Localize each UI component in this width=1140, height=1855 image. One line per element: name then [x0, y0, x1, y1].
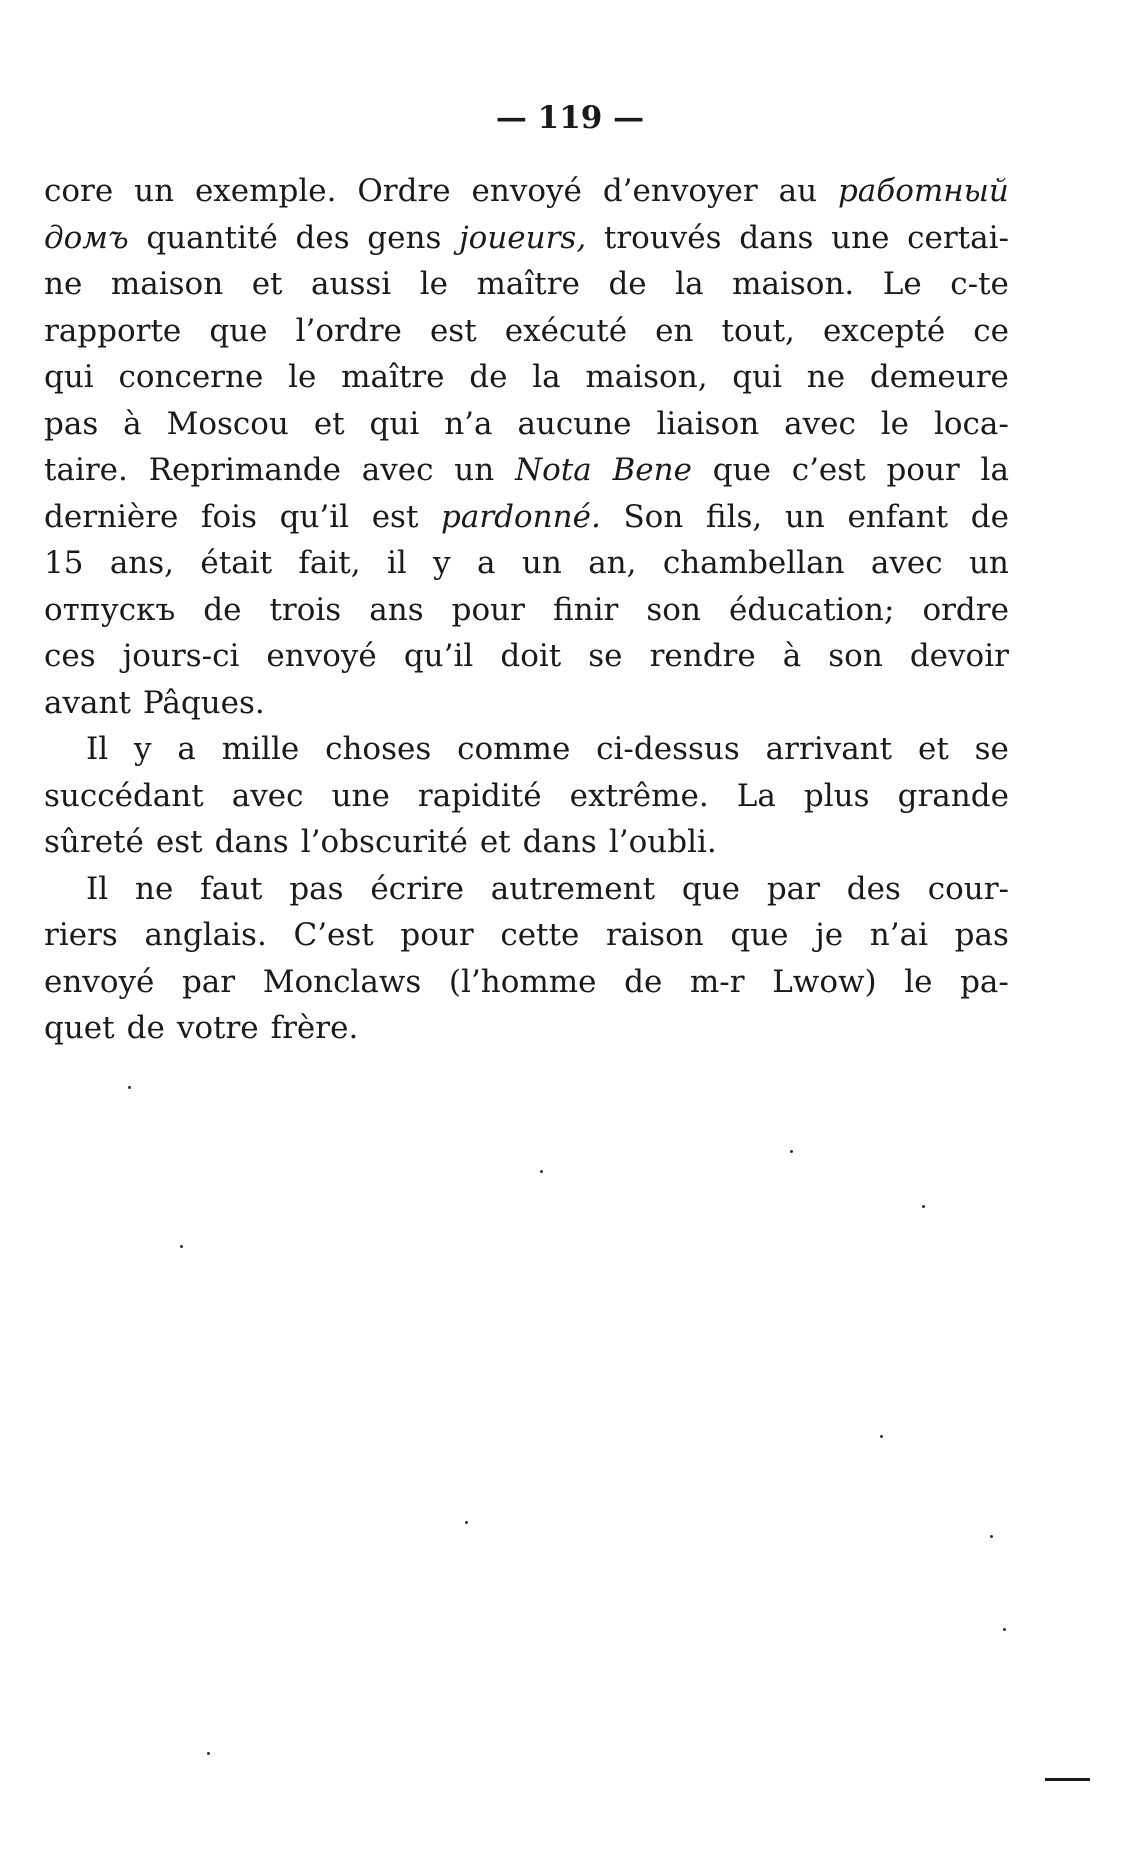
word: rendre [649, 638, 756, 674]
word: dernière [44, 498, 179, 535]
word: et [917, 731, 949, 767]
word: mille [221, 731, 300, 767]
word: éducation; [728, 591, 895, 628]
word: отпускъ [44, 591, 176, 628]
word: demeure [869, 359, 1009, 395]
word: trouvés [603, 219, 722, 256]
word: qui [732, 359, 783, 395]
word: ordre [922, 591, 1009, 628]
word: aucune [517, 405, 632, 442]
word: Lwow) [772, 963, 877, 1000]
word: c-te [950, 266, 1009, 302]
word: était [200, 545, 273, 581]
word: que [730, 917, 789, 953]
page-number: — 119 — [495, 100, 645, 136]
word: des [846, 870, 901, 907]
word: que [209, 312, 268, 349]
word: a [477, 545, 496, 581]
word: chambellan [662, 545, 845, 581]
word: Nota [515, 452, 592, 488]
word: gens [367, 219, 442, 256]
word: par [181, 963, 236, 1000]
word: pa- [960, 963, 1009, 1000]
word: qu’il [279, 498, 350, 535]
word: que [681, 870, 740, 907]
print-speck [540, 1170, 543, 1173]
word: une [331, 777, 390, 814]
word: y [134, 731, 152, 767]
word: succédant [44, 777, 204, 814]
word: Monclaws [262, 963, 422, 1000]
word: 15 [44, 545, 84, 581]
text-line [44, 959, 1009, 1006]
word: avant [44, 684, 131, 721]
word: de [608, 266, 647, 302]
word: est [429, 312, 477, 349]
word: pour [886, 452, 960, 488]
word: maison [110, 266, 224, 302]
text-line [44, 819, 1009, 866]
word: se [588, 638, 623, 674]
word: y [433, 545, 451, 581]
word: un [454, 452, 495, 488]
word: la [980, 452, 1009, 488]
print-speck [922, 1205, 925, 1208]
word: loca- [933, 405, 1009, 442]
word: de [203, 591, 242, 628]
text-line [44, 261, 1009, 308]
word: autrement [490, 870, 656, 907]
word: jours-ci [122, 638, 240, 674]
print-speck [180, 1245, 183, 1248]
word: l’ordre [295, 312, 402, 349]
word: trois [269, 591, 342, 628]
word: ans, [109, 545, 175, 581]
word: maître [341, 359, 445, 395]
word: un [521, 545, 562, 581]
word: pas [44, 405, 99, 442]
body-text [44, 168, 1009, 1052]
word: pas [954, 917, 1009, 953]
word: de [970, 498, 1009, 535]
word: un [784, 498, 825, 535]
word: qu’il [403, 638, 474, 674]
print-speck [207, 1752, 210, 1755]
word: fait, [298, 545, 361, 581]
text-line [44, 354, 1009, 401]
word: envoyé [44, 963, 155, 1000]
word: cette [500, 917, 580, 953]
word: frère. [270, 1010, 359, 1046]
word: l’oubli. [608, 824, 717, 860]
word: à [782, 638, 802, 674]
word: домъ [44, 219, 129, 256]
word: plus [803, 777, 870, 814]
word: et [251, 266, 283, 302]
word: n’a [444, 405, 493, 442]
word: grande [897, 777, 1009, 814]
word: un [134, 173, 175, 209]
word: et [479, 824, 511, 860]
text-line [44, 308, 1009, 355]
word: ce [973, 312, 1009, 349]
word: ne [134, 870, 174, 907]
word: dans [522, 824, 597, 860]
word: est [371, 498, 419, 535]
text-line [44, 866, 1009, 913]
word: exemple. [194, 173, 337, 209]
word: je [815, 917, 844, 953]
word: une [831, 219, 890, 256]
word: Bene [612, 452, 692, 488]
word: C’est [293, 917, 374, 953]
print-speck [1003, 1628, 1006, 1631]
word: d’envoyer [602, 173, 758, 209]
word: est [155, 824, 203, 860]
word: la [532, 359, 561, 395]
print-speck [790, 1150, 793, 1153]
word: pardonné. [441, 498, 601, 535]
text-line [44, 540, 1009, 587]
word: quet [44, 1010, 115, 1046]
word: ans [369, 591, 424, 628]
word: qui [44, 359, 94, 395]
text-line [44, 215, 1009, 262]
word: raison [605, 917, 704, 953]
word: extrême. [569, 777, 709, 814]
word: rapporte [44, 312, 182, 349]
word: aussi [311, 266, 392, 302]
word: rapidité [417, 777, 542, 814]
word: envoyé [471, 173, 582, 209]
word: son [828, 638, 883, 674]
word: concerne [118, 359, 264, 395]
word: n’ai [869, 917, 928, 953]
word: choses [325, 731, 432, 767]
word: Le [882, 266, 922, 302]
text-line [44, 726, 1009, 773]
word: par [766, 870, 820, 907]
word: Moscou [166, 405, 289, 442]
word: quantité [146, 219, 278, 256]
word: de [624, 963, 663, 1000]
word: votre [176, 1010, 259, 1046]
word: avec [361, 452, 434, 488]
text-line [44, 633, 1009, 680]
word: exécuté [504, 312, 628, 349]
word: de [469, 359, 508, 395]
footer-rule [1045, 1778, 1090, 1781]
word: Reprimande [148, 452, 341, 488]
text-line [44, 773, 1009, 820]
word: au [778, 173, 818, 209]
word: ci-dessus [596, 731, 740, 767]
word: arrivant [765, 731, 893, 767]
word: la [675, 266, 704, 302]
text-line [44, 912, 1009, 959]
word: joueurs, [459, 219, 587, 256]
word: maison, [585, 359, 708, 395]
word: en [655, 312, 694, 349]
word: liaison [656, 405, 760, 442]
word: c’est [791, 452, 866, 488]
word: pour [451, 591, 525, 628]
word: doit [500, 638, 562, 674]
text-line [44, 168, 1009, 215]
word: avec [784, 405, 856, 442]
word: ne [806, 359, 846, 395]
word: m-r [689, 963, 745, 1000]
word: an, [588, 545, 637, 581]
word: le [419, 266, 448, 302]
word: l’obscurité [300, 824, 468, 860]
text-line [44, 587, 1009, 634]
word: sûreté [44, 824, 144, 860]
word: core [44, 173, 114, 209]
word: a [177, 731, 196, 767]
word: Il [86, 870, 109, 907]
word: un [968, 545, 1009, 581]
word: cour- [927, 870, 1009, 907]
word: qui [369, 405, 420, 442]
word: pour [400, 917, 474, 953]
word: de [126, 1010, 165, 1046]
word: La [736, 777, 776, 814]
word: comme [457, 731, 571, 767]
word: excepté [823, 312, 946, 349]
word: se [974, 731, 1009, 767]
word: avec [870, 545, 943, 581]
text-line [44, 680, 1009, 727]
word: le [288, 359, 317, 395]
word: (l’homme [448, 963, 597, 1000]
word: dans [214, 824, 289, 860]
word: son [646, 591, 701, 628]
word: avec [231, 777, 304, 814]
word: écrire [370, 870, 464, 907]
print-speck [465, 1521, 468, 1524]
word: le [880, 405, 910, 442]
word: maison. [732, 266, 855, 302]
word: que [712, 452, 771, 488]
word: riers [44, 917, 118, 953]
word: envoyé [266, 638, 377, 674]
word: ne [44, 266, 83, 302]
word: le [904, 963, 933, 1000]
text-line [44, 494, 1009, 541]
word: fois [201, 498, 257, 535]
print-speck [990, 1535, 993, 1538]
word: à [123, 405, 142, 442]
word: anglais. [144, 917, 267, 953]
word: maître [476, 266, 580, 302]
text-line [44, 447, 1009, 494]
print-speck [128, 1086, 131, 1089]
text-line [44, 1005, 1009, 1052]
word: des [295, 219, 350, 256]
text-line [44, 401, 1009, 448]
word: enfant [847, 498, 949, 535]
word: работный [837, 173, 1009, 209]
word: devoir [909, 638, 1009, 674]
word: dans [739, 219, 814, 256]
word: finir [552, 591, 619, 628]
word: faut [200, 870, 263, 907]
word: et [313, 405, 345, 442]
print-speck [880, 1435, 883, 1438]
word: il [386, 545, 407, 581]
word: Il [86, 731, 109, 767]
word: Son [623, 498, 684, 535]
word: fils, [705, 498, 763, 535]
word: Ordre [357, 173, 451, 209]
word: ces [44, 638, 96, 674]
word: certai- [907, 219, 1009, 256]
word: tout, [721, 312, 795, 349]
word: Pâques. [142, 684, 265, 721]
word: pas [289, 870, 344, 907]
word: taire. [44, 452, 128, 488]
